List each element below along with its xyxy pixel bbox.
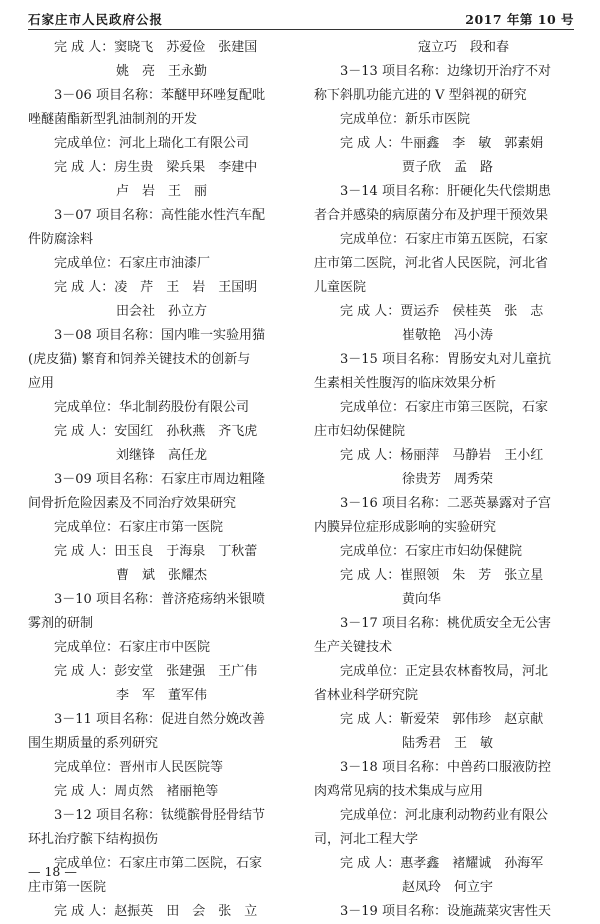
text-line: 崔敬艳 冯小涛 — [402, 328, 494, 343]
text-line: (虎皮猫) 繁育和饲养关键技术的创新与 — [28, 352, 251, 367]
text-line: 陆秀君 王 敏 — [402, 736, 494, 751]
right-text-column — [314, 36, 576, 924]
text-line: 完 成 人：靳爱荣 郭伟珍 赵京献 — [340, 712, 544, 727]
text-line: 寇立巧 段和春 — [418, 40, 510, 55]
text-line: 3－08 项目名称：国内唯一实验用猫 — [54, 328, 265, 343]
page-header — [28, 8, 574, 30]
left-text-column — [28, 36, 290, 924]
text-line: 3－06 项目名称：苯醚甲环唑复配吡 — [54, 88, 265, 103]
text-line: 庄市妇幼保健院 — [314, 424, 406, 439]
text-line: 完成单位：正定县农林畜牧局，河北 — [340, 664, 549, 679]
publication-title: 石家庄市人民政府公报 — [28, 12, 164, 27]
text-line: 完 成 人：田玉良 于海泉 丁秋蕾 — [54, 544, 258, 559]
text-line: 者合并感染的病原菌分布及护理干预效果 — [314, 208, 549, 223]
text-line: 生产关键技术 — [314, 640, 393, 655]
text-line: 贾子欣 孟 路 — [402, 160, 494, 175]
text-line: 3－18 项目名称：中兽药口服液防控 — [340, 760, 551, 775]
text-line: 完成单位：石家庄市第一医院 — [54, 520, 224, 535]
text-line: 完成单位：晋州市人民医院等 — [54, 760, 224, 775]
text-line: 曹 斌 张耀杰 — [116, 568, 208, 583]
text-line: 环扎治疗髌下结构损伤 — [28, 832, 159, 847]
text-line: 雾剂的研制 — [28, 616, 94, 631]
text-line: 省林业科学研究院 — [314, 688, 419, 703]
text-line: 完成单位：石家庄市中医院 — [54, 640, 211, 655]
text-line: 内膜异位症形成影响的实验研究 — [314, 520, 497, 535]
text-line: 间骨折危险因素及不同治疗效果研究 — [28, 496, 237, 511]
text-line: 完 成 人：凌 芹 王 岩 王国明 — [54, 280, 258, 295]
text-line: 称下斜肌功能亢进的 V 型斜视的研究 — [314, 88, 527, 103]
text-line: 生素相关性腹泻的临床效果分析 — [314, 376, 497, 391]
text-line: 完 成 人：贾运乔 侯桂英 张 志 — [340, 304, 544, 319]
text-line: 姚 亮 王永勤 — [116, 64, 208, 79]
text-line: 完成单位：石家庄市第三医院，石家 — [340, 400, 549, 415]
text-line: 3－13 项目名称：边缘切开治疗不对 — [340, 64, 551, 79]
text-line: 3－19 项目名称：设施蔬菜灾害性天 — [340, 904, 551, 919]
text-line: 3－10 项目名称：普济疮疡纳米银喷 — [54, 592, 265, 607]
text-line: 完成单位：新乐市医院 — [340, 112, 471, 127]
text-line: 应用 — [28, 376, 55, 391]
text-line: 3－16 项目名称：二恶英暴露对子宫 — [340, 496, 551, 511]
text-line: 完 成 人：赵振英 田 会 张 立 — [54, 904, 258, 919]
issue-number: 2017 年第 10 号 — [465, 12, 574, 27]
text-line: 完成单位：石家庄市妇幼保健院 — [340, 544, 523, 559]
text-line: 完成单位：石家庄市第二医院，石家 — [54, 856, 263, 871]
text-line: 完成单位：华北制药股份有限公司 — [54, 400, 250, 415]
text-line: 肉鸡常见病的技术集成与应用 — [314, 784, 484, 799]
text-line: 完 成 人：周贞然 褚丽艳等 — [54, 784, 219, 799]
text-line: 完 成 人：彭安堂 张建强 王广伟 — [54, 664, 258, 679]
text-line: 田会社 孙立方 — [116, 304, 208, 319]
text-line: 件防腐涂料 — [28, 232, 94, 247]
text-line: 赵凤玲 何立宇 — [402, 880, 494, 895]
text-line: 黄向华 — [402, 592, 442, 607]
text-line: 完 成 人：牛丽鑫 李 敏 郭素娟 — [340, 136, 544, 151]
text-line: 完 成 人：窦晓飞 苏爱俭 张建国 — [54, 40, 258, 55]
text-line: 司，河北工程大学 — [314, 832, 419, 847]
text-line: 徐贵芳 周秀荣 — [402, 472, 494, 487]
text-line: 儿童医院 — [314, 280, 367, 295]
text-line: 3－12 项目名称：钛缆髌骨胫骨结节 — [54, 808, 265, 823]
text-line: 完成单位：石家庄市油漆厂 — [54, 256, 211, 271]
text-line: 3－07 项目名称：高性能水性汽车配 — [54, 208, 265, 223]
text-line: 李 军 董军伟 — [116, 688, 208, 703]
text-line: 庄市第二医院，河北省人民医院，河北省 — [314, 256, 549, 271]
text-line: 完成单位：河北康利动物药业有限公 — [340, 808, 549, 823]
text-line: 3－11 项目名称：促进自然分娩改善 — [54, 712, 265, 727]
text-line: 完成单位：石家庄市第五医院，石家 — [340, 232, 549, 247]
text-line: 完 成 人：崔照领 朱 芳 张立星 — [340, 568, 544, 583]
text-line: 完 成 人：安国红 孙秋燕 齐飞虎 — [54, 424, 258, 439]
text-line: 3－09 项目名称：石家庄市周边粗隆 — [54, 472, 265, 487]
text-line: 刘继锋 高任龙 — [116, 448, 208, 463]
text-line: 3－17 项目名称：桃优质安全无公害 — [340, 616, 551, 631]
text-line: 完 成 人：惠孝鑫 褚耀诚 孙海军 — [340, 856, 544, 871]
text-line: 唑醚菌酯新型乳油制剂的开发 — [28, 112, 198, 127]
text-line: 庄市第一医院 — [28, 880, 107, 895]
text-line: 3－15 项目名称：胃肠安丸对儿童抗 — [340, 352, 551, 367]
page-number: — 18 — — [28, 864, 77, 879]
text-line: 完 成 人：房生贵 梁兵果 李建中 — [54, 160, 258, 175]
text-line: 围生期质量的系列研究 — [28, 736, 159, 751]
text-line: 完成单位：河北上瑞化工有限公司 — [54, 136, 250, 151]
text-line: 3－14 项目名称：肝硬化失代偿期患 — [340, 184, 551, 199]
text-line: 完 成 人：杨丽萍 马静岩 王小红 — [340, 448, 544, 463]
text-line: 卢 岩 王 丽 — [116, 184, 208, 199]
